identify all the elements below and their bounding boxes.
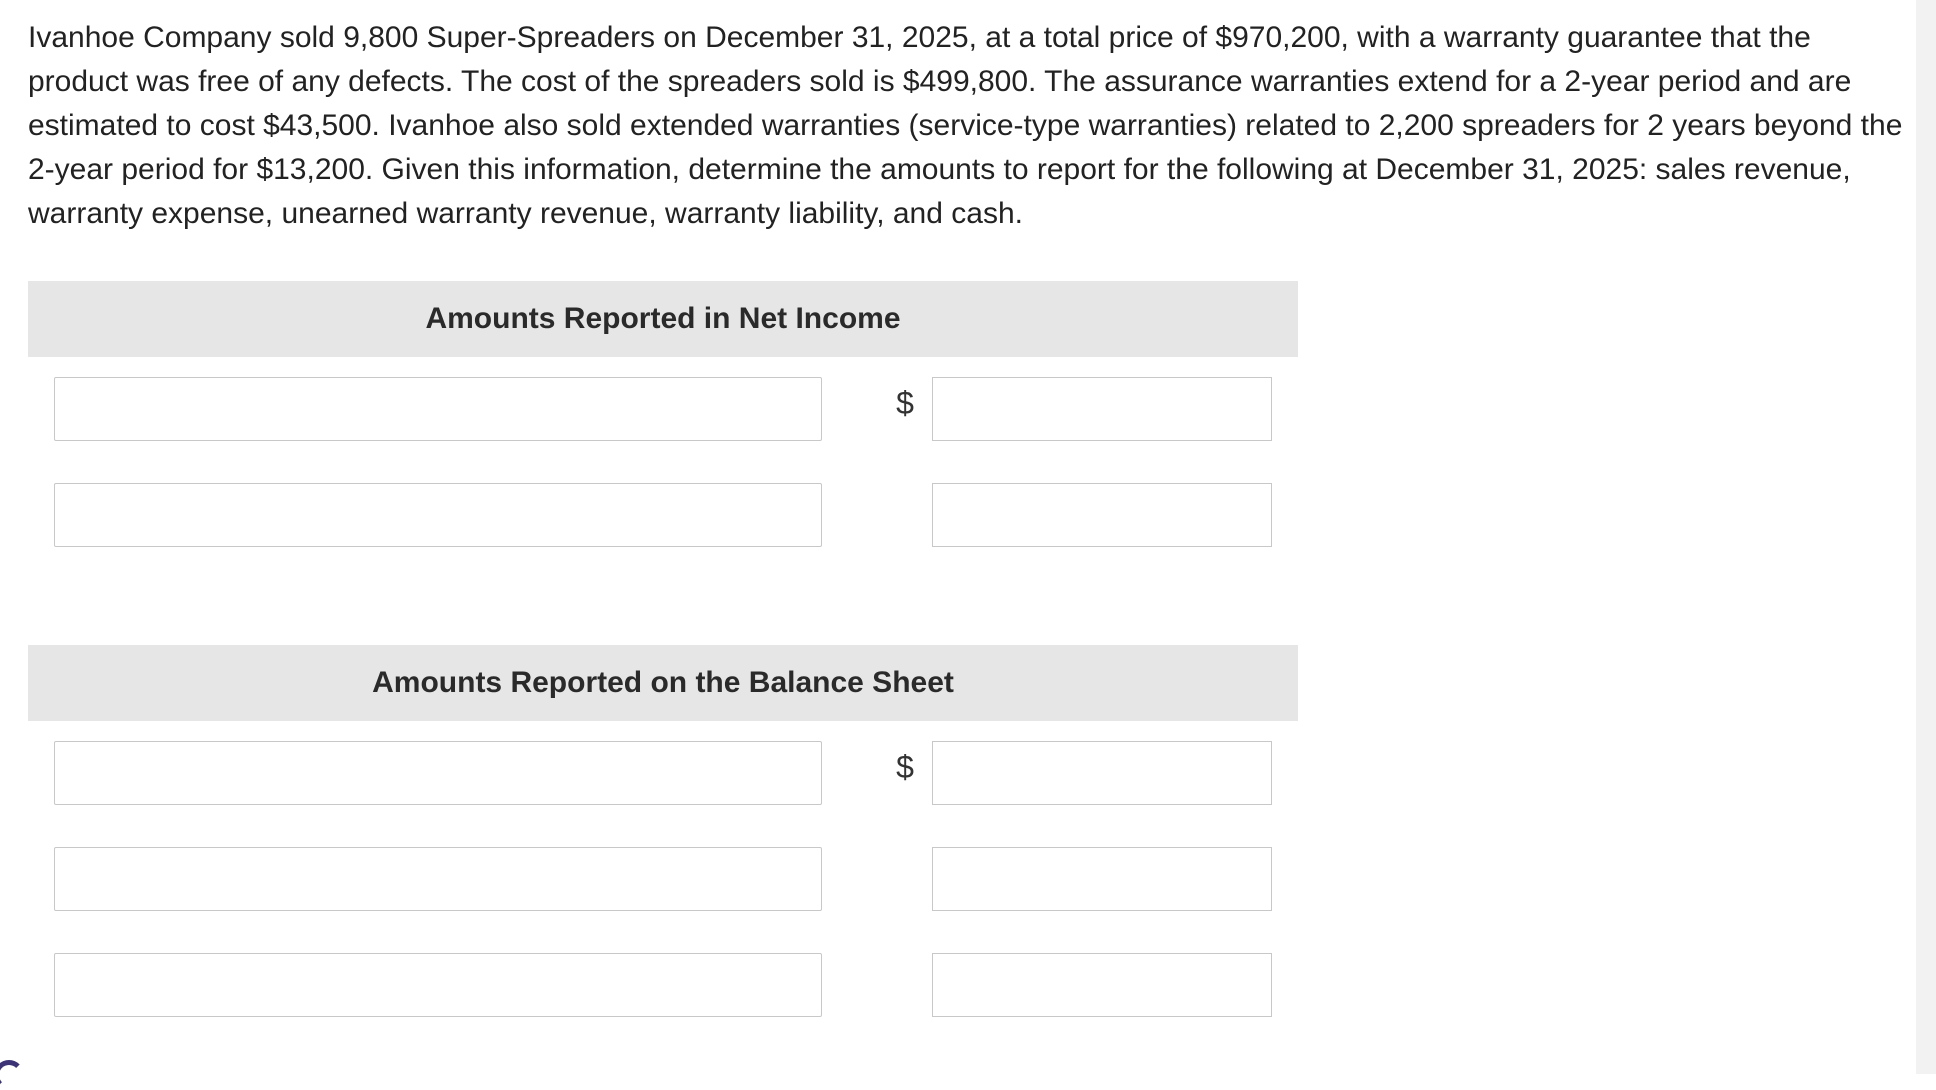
net-income-row-1-label-input[interactable] xyxy=(54,377,822,441)
balance-sheet-row-2-amount-input[interactable] xyxy=(932,847,1272,911)
balance-sheet-row-3-label-input[interactable] xyxy=(54,953,822,1017)
net-income-currency-symbol: $ xyxy=(896,385,914,421)
balance-sheet-header: Amounts Reported on the Balance Sheet xyxy=(28,645,1298,721)
net-income-row-1-amount-input[interactable] xyxy=(932,377,1272,441)
balance-sheet-currency-symbol: $ xyxy=(896,749,914,785)
balance-sheet-row-2-label-input[interactable] xyxy=(54,847,822,911)
net-income-row-2-label-input[interactable] xyxy=(54,483,822,547)
page-scroll-gutter xyxy=(1916,0,1936,1074)
balance-sheet-row-1-label-input[interactable] xyxy=(54,741,822,805)
net-income-header: Amounts Reported in Net Income xyxy=(28,281,1298,357)
balance-sheet-row-1-amount-input[interactable] xyxy=(932,741,1272,805)
balance-sheet-row-3-amount-input[interactable] xyxy=(932,953,1272,1017)
problem-statement: Ivanhoe Company sold 9,800 Super-Spreaders on December 31, 2025, at a total price of $970,200, with a warranty guarantee that the product was free of any defects. The cost of the spreaders sold is $499,800. The assurance warranties extend for a 2-year period and are estimated to cost $43,500. Ivanhoe also sold extended warranties (service-type warranties) related to 2,200 spreaders for 2 years beyond the 2-year period for $13,200. Given this information, determine the amounts to report for the following at December 31, 2025: sales revenue, warranty expense, unearned warranty revenue, warranty liability, and cash. xyxy=(28,21,1903,230)
corner-arc-icon xyxy=(0,1060,24,1090)
net-income-row-2-amount-input[interactable] xyxy=(932,483,1272,547)
